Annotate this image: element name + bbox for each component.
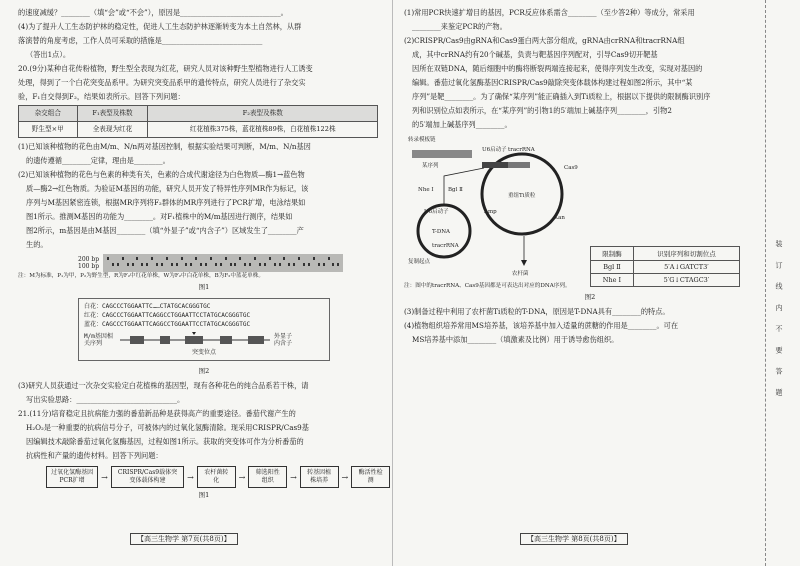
gel-marker-200: 200 bp [78,256,100,263]
table-cell: 全表现为红花 [77,122,148,138]
gel-band [161,263,163,266]
arrow-icon: → [187,472,194,482]
flow-step: CRISPR/Cas9载体突变体载体构建 [111,466,184,488]
table-header: 识别序列和切割位点 [633,247,739,261]
table-header: 限制酶 [591,247,634,261]
workflow-diagram [46,466,390,488]
restriction-enzyme-table [590,246,740,287]
q20-part1-2: 的遗传遵循________定律，理由是________。 [26,156,170,165]
q21-part1-1: (1)常用PCR快速扩增目的基因，PCR反应体系需含________（至少答2种）等成分，常采用 [404,8,695,17]
q20-stem-1: 20.(9分)某种自花传粉植物，野生型全表现为红花，研究人员对该种野生型植物进行人工诱变 [18,64,313,73]
label-tracrrna-2: tracrRNA [432,243,459,249]
flow-step: 酶活性检测 [351,466,390,488]
gel-band [117,263,119,266]
figure-2-caption: 图2 [198,367,210,375]
label-origin: 复制起点 [408,259,431,265]
q21-part4-1: (4)植物组织培养常用MS培养基，该培养基中加入适量的蔗糖的作用是________。可在 [404,321,679,330]
gel-band [127,263,129,266]
right-footer: 【高三生物学 第8页(共8页)】 [520,534,628,544]
label-u6-promoter-2: U6启动子 [424,209,449,215]
gene-label: M/m基因相关序列 [84,333,113,347]
gel-band [239,257,241,260]
arrow-icon: → [341,472,349,482]
gel-band [337,263,339,266]
flow-step: 转基因植株培养 [300,466,339,488]
gel-band [274,263,276,266]
gel-band [288,263,290,266]
gel-band [166,257,168,260]
q20-part1-1: (1)已知该种植物的花色由M/m、N/n两对基因控制，根据实验结果可判断，M/m、N/n基因 [18,142,311,151]
sequence-red: 红花：CAGCCCTGGAATTCAGGCCTGGAATTCCTATGCACGGGTGC [84,312,251,319]
gel-band [141,263,143,266]
label-bgl: Bgl Ⅱ [448,187,463,193]
q19-line-1: 的速度减缓？________（填“会”或“不会”），原因是____________________________。 [18,8,288,17]
binding-notice: 装 订 线 内 不 要 答 题 [775,240,783,402]
legend-intron: 内含子 [274,340,293,347]
q20-part2-2: 质—酶2→红色物质。为验证M基因的功能，研究人员开发了特异性序列MR作为标记，该 [26,184,309,193]
q21-part2-1: (2)CRISPR/Cas9由gRNA和Cas9蛋白两大部分组成，gRNA由crRNA和tracrRNA组 [404,36,685,45]
q19-part4-line-1: (4)为了提升人工生态防护林的稳定性，促进人工生态防护林逐渐转变为本土自然林，从群 [18,22,302,31]
gel-band [323,263,325,266]
gel-band [313,257,315,260]
q21-part2-7: 的5′端加上碱基序列________。 [412,120,512,129]
figure-note: 注：图中的tracrRNA、Cas9基因都是可表达出对应的DNA序列。 [404,283,571,289]
gel-band [308,263,310,266]
gel-band [151,257,153,260]
arrow-icon: → [101,472,108,482]
label-cas9: Cas9 [564,165,578,171]
q21-part4-2: MS培养基中添加________（填激素及比例）用于诱导愈伤组织。 [412,335,619,344]
sequence-blue: 蓝花：CAGCCCTGGAATTCAGGCCTGGAATTCCTATGCACGGGTGC [84,321,251,328]
gel-band [220,263,222,266]
q20-stem-3: 验，F₁自交得到F₂，结果如表所示。回答下列问题： [18,92,185,101]
q19-part4-line-2: 落演替的角度考虑，工作人员可采取的措施是____________________________ [18,36,263,45]
q21-part3: (3)制备过程中利用了农杆菌Ti质粒的T-DNA，原因是T-DNA具有________的特点。 [404,307,670,316]
q21-part2-5: 序列”是靶________。为了确保“某序列”能正确插入到Ti质粒上，根据以下提供的限制酶识别序 [412,92,711,101]
q20-part2-5: 图2所示，m基因是由M基因________（填“外显子”或“内含子”）区域发生了________产 [26,226,304,235]
gel-band [225,257,227,260]
label-kan: Kan [554,215,565,221]
gel-band [332,263,334,266]
arrow-icon: → [238,472,246,482]
gel-band [146,263,148,266]
gel-band [318,263,320,266]
gel-band [298,257,300,260]
label-target-seq: 某序列 [422,163,439,169]
label-u6-promoter: U6启动子 [482,147,507,153]
gel-band [249,263,251,266]
gel-band [185,263,187,266]
right-column [404,6,776,347]
gel-band [136,257,138,260]
sequence-white: 白花：CAGCCCTGGAATTC……CTATGCACGGGTGC [84,303,211,310]
gel-band [107,257,109,260]
page-divider [392,0,393,566]
cross-result-table [18,105,378,138]
gel-lanes [103,254,343,272]
gel-band [181,257,183,260]
table-header: F₂表型及株数 [148,106,378,122]
table-cell: Bgl Ⅱ [591,261,634,274]
gel-band [205,263,207,266]
label-template-strand: 转录模板链 [408,137,436,143]
q20-part2-1: (2)已知该种植物的花色与色素的种类有关，色素的合成代谢途径为白色物质—酶1→蓝色物 [18,170,305,179]
legend-exon: 外显子 [274,333,293,340]
table-cell: 5′G↓CTAGC3′ [633,274,739,287]
gel-band [230,263,232,266]
table-row [591,274,740,287]
label-agrobacterium: 农杆菌 [512,271,529,277]
gene-structure-diagram [120,332,270,348]
flow-caption: 图1 [198,491,210,499]
gel-band [303,263,305,266]
gel-band [176,263,178,266]
table-cell: 野生型×甲 [19,122,78,138]
q21-part1-2: ________来鉴定PCR的产物。 [412,22,507,31]
left-footer: 【高三生物学 第7页(共8页)】 [130,534,238,544]
q21-stem-2: H₂O₂是一种重要的抗病信号分子，可被体内的过氧化氢酶清除。现采用CRISPR/Cas9基 [26,423,309,432]
q21-part2-3: 因所在双链DNA，随后细胞中的酶将断裂两端连接起来，使得序列发生改变，实现对基因的 [412,64,703,73]
gel-band [283,257,285,260]
gel-marker-100: 100 bp [78,263,100,270]
table-cell: 红花植株375株，蓝花植株89株，白花植株122株 [148,122,378,138]
gel-band [215,263,217,266]
q20-part3-2: 写出实验思路：____________________________。 [26,395,185,404]
label-nhe: Nhe Ⅰ [418,187,434,193]
label-tdna: T-DNA [432,229,451,235]
table-header: 杂交组合 [19,106,78,122]
left-column [18,6,390,503]
label-recombinant-ti: 重组Ti质粒 [508,193,536,199]
gel-band [293,263,295,266]
gel-band [171,263,173,266]
figure-1-caption: 图1 [198,283,210,291]
gel-band [200,263,202,266]
q20-part2-6: 生的。 [26,240,48,249]
table-header: F₁表型及株数 [77,106,148,122]
figure-2-caption-right: 图2 [584,293,596,301]
gel-band [190,263,192,266]
table-cell: Nhe Ⅰ [591,274,634,287]
q20-part2-4: 图1所示。推测M基因的功能为________。对F₁植株中的M/m基因进行测序，结果如 [26,212,293,221]
gel-band [234,263,236,266]
q21-part2-2: 成，其中crRNA约有20个碱基，负责与靶基因序列配对，引导Cas9切开靶基 [412,50,658,59]
gel-band [328,257,330,260]
flow-step: 农杆菌转化 [197,466,236,488]
gel-note: 注：M为标准，P₁为甲，P₂为野生型，R为F₂中红花单株，W为F₂中白花单株，B为F₂中蓝花单株。 [18,273,264,279]
gel-band [132,263,134,266]
flow-step: 筛选阳性组织 [248,466,287,488]
q21-stem-1: 21.(11分)培育稳定且抗病能力强的番茄新品种是获得高产的重要途径。番茄代谢产生的 [18,409,296,418]
q20-stem-2: 处理，得到了一个白花突变品系甲。为研究突变品系甲的遗传特点，研究人员进行了杂交实 [18,78,306,87]
table-row [591,261,740,274]
q20-part3-1: (3)研究人员获通过一次杂交实验定白花植株的基因型，现有各种花色的纯合品系若干株，请 [18,381,309,390]
gel-band [156,263,158,266]
table-row [19,122,378,138]
q21-stem-3: 因编辑技术敲除番茄过氧化氢酶基因，过程如图1所示。获取的突变体可作为分析番茄的 [26,437,304,446]
gel-band [269,257,271,260]
q19-part4-line-3: （答出1点）。 [26,50,71,59]
gel-band [195,257,197,260]
mutation-site-label: 突变位点 [191,349,216,356]
binding-line [765,0,766,566]
gel-band [264,263,266,266]
gel-band [112,263,114,266]
label-tracrrna: tracrRNA [508,147,535,153]
arrow-icon: → [290,472,297,482]
gel-band [244,263,246,266]
table-cell: 5′A↓GATCT3′ [633,261,739,274]
q20-part2-3: 序列与M基因紧密连锁，根据MR序列将F₂群体的MR序列进行了PCR扩增，电泳结果如 [26,198,306,207]
q21-part2-6: 列和识别位点如表所示，在“某序列”的引物1的5′端加上碱基序列________，引物2 [412,106,672,115]
gel-band [210,257,212,260]
q21-part2-4: 编辑。番茄过氧化氢酶基因CRISPR/Cas9敲除突变体载体构建过程如图2所示，其中“某 [412,78,693,87]
label-amp: Amp [484,209,497,215]
gel-band [122,257,124,260]
electrophoresis-figure [78,254,390,272]
gel-band [254,257,256,260]
q21-stem-4: 抗病性和产量的遗传材料。回答下列问题： [26,451,163,460]
gel-band [259,263,261,266]
flow-step: 过氧化氢酶基因PCR扩增 [46,466,98,488]
sequence-figure [78,298,330,361]
gel-band [279,263,281,266]
